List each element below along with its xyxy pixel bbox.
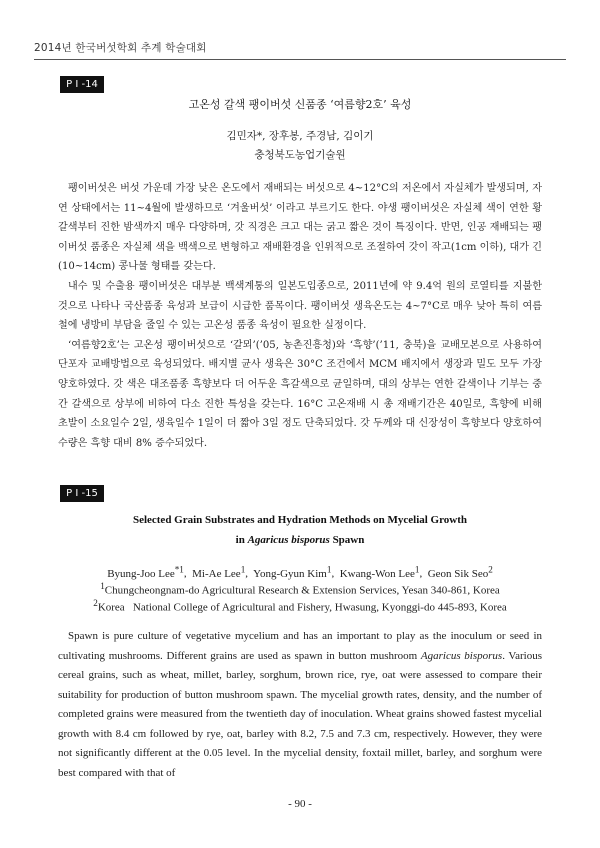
page-number: - 90 -	[288, 798, 312, 810]
author: Kwang-Won Lee$^1$	[339, 564, 420, 580]
author: Mi-Ae Lee$^1$	[192, 564, 246, 580]
author: Byung-Joo Lee$^{*1}$	[107, 564, 184, 580]
abstract-tag: P I -14	[60, 76, 104, 93]
body-paragraph: 팽이버섯은 버섯 가운데 가장 낮은 온도에서 재배되는 버섯으로 4~12°C의 저온에서 자실체가 발생되며, 자연 상태에서는 11~4월에 발생하므로 ‘겨울버섯’ 이라고 부르기도 한다. 야생 팽이버섯은 자실체 색이 연한 황갈색부터 진한 밤색까지 매우 다양하며, 갓 직경은 크고 대는 굵고 짧은 것이 특징이다. 반면, 인공 재배되는 팽이버섯 품종은 자실체 색을 백색으로 변형하고 재배환경을 인위적으로 조절하여 갓이 작고(1cm 이하), 대가 긴(10~14cm) 콩나물 형태를 갖는다.	[58, 183, 542, 273]
abstract-tag: P I -15	[60, 485, 104, 502]
author: Yong-Gyun Kim$^1$	[253, 564, 332, 580]
title-line: Selected Grain Substrates and Hydration Methods on Mycelial Growth	[132, 514, 468, 526]
author-list: Byung-Joo Lee$^{*1}$, Mi-Ae Lee$^1$, Yong-Gyun Kim$^1$, Kwang-Won Lee$^1$, Geon Sik Seo$^2$	[107, 564, 493, 580]
species-name: Agaricus bisporus	[247, 534, 330, 546]
title-line: in Agaricus bisporus Spawn	[235, 534, 365, 546]
affiliation: 충청북도농업기술원	[254, 149, 346, 161]
author-list: 김민자*, 장후봉, 주경남, 김이기	[226, 130, 374, 142]
abstract-body	[58, 179, 542, 453]
abstract-title	[60, 510, 540, 550]
abstract-title: 고온성 갈색 팽이버섯 신품종 ‘여름향2호’ 육성	[188, 98, 412, 111]
affiliation: $^2$Korea National College of Agricultural and Fishery, Hwasung, Kyonggi-do 445-893, Korea	[93, 598, 507, 614]
species-name: Agaricus bisporus	[420, 649, 503, 662]
body-paragraph: 내수 및 수출용 팽이버섯은 대부분 백색계통의 일본도입종으로, 2011년에 약 9.4억 원의 로열티를 지불한 것으로 나타나 국산품종 육성과 보급이 시급한 품목이다. 팽이버섯 생육온도는 4~7°C로 매우 낮아 특히 여름철에 냉방비 부담을 줄일 수 있는 고온성 품종 육성이 필요한 실정이다.	[58, 280, 542, 332]
conference-header: 2014년 한국버섯학회 추계 학술대회	[34, 42, 207, 54]
header-rule	[34, 59, 566, 60]
body-paragraph: ‘여름향2호’는 고온성 팽이버섯으로 ‘갈뫼’(’05, 농촌진흥청)와 ‘흑향’(’11, 충북)을 교배모본으로 사용하여 단포자 교배방법으로 육성되었다. 배지별 균사 생육은 30°C 조건에서 MCM 배지에서 생장과 밀도 모두 가장 양호하였다. 갓 색은 대조품종 흑향보다 더 어두운 흑갈색으로 균일하며, 대의 상부는 연한 갈색이나 기부는 중간 갈색으로 상부에 비하여 다소 진한 특성을 갖는다. 16°C 고온재배 시 총 재배기간은 40일로, 흑향에 비해 초발이 소요일수 2일, 생육일수 1일이 더 짧아 3일 정도 단축되었다. 갓 두께와 대 신장성이 흑향보다 양호하여 수량은 흑향 대비 8% 증수되었다.	[58, 339, 542, 449]
abstract-body: Spawn is pure culture of vegetative mycelium and has an important to play as the inoculum or seed in cultivating mushrooms. Different grains are used as spawn in button mushroom Agaricus bisporus. Various cereal grains, such as wheat, millet, barley, sorghum, brown rice, rye, oat were assessed to compare their suitability for production of button mushroom spawn. The mycelial growth rates, density, and the number of completed grains were measured from the twentieth day of inoculation. Wheat grains showed fastest mycelial growth with 8.4 cm followed by rye, oat, barley with 8.2, 7.5 and 7.3 cm, respectively. However, they were not significantly different at the 0.05 level. In the mycelial density, foxtail millet, barley, and sorghum were best compared with that of	[58, 630, 542, 779]
author: Geon Sik Seo$^2$	[427, 564, 493, 580]
affiliation: $^1$Chungcheongnam-do Agricultural Research & Extension Services, Yesan 340-861, Korea	[100, 581, 500, 597]
